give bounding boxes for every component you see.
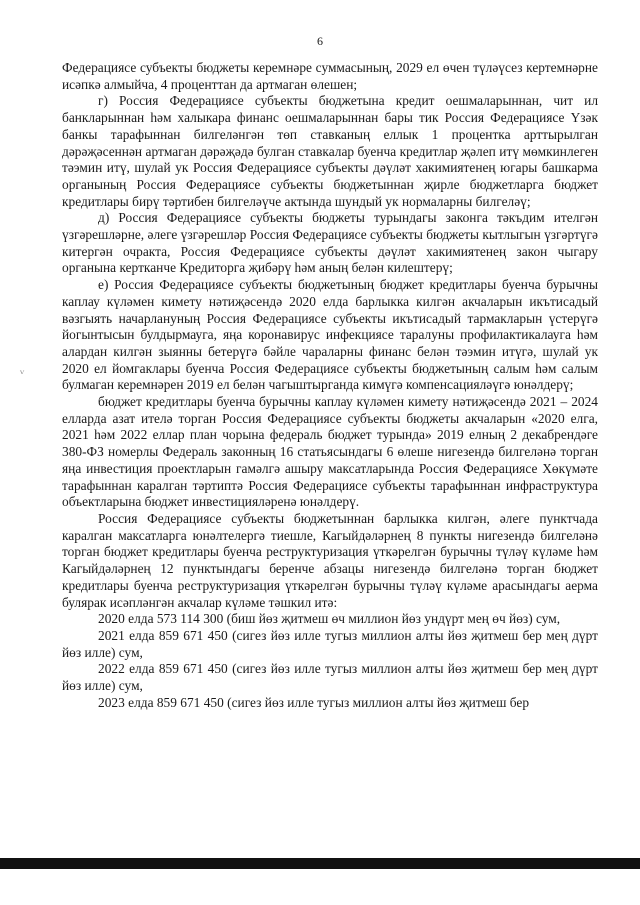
paragraph: е) Россия Федерациясе субъекты бюджетының бюджет кредитлары буенча бурычны каплау күләмен кимету нәтиҗәсендә 2020 елда барлыкка килгән акчаларын икътисадый вәзгыять начарлануның Россия Федерациясе субъекты икътисадый тармакларын үстерүгә йогынтысын булдырмауга, яңа коронавирус инфекциясе таралуны профилактикалауга һәм алардан килгән зыянны бетерүгә бәйле чараларны финанс белән тәэмин итүгә, шулай ук 2020 ел йомгаклары буенча Россия Федерациясе субъекты бюджетының салым һәм салым булмаган керемнәрен 2019 ел белән чагыштырганда кимүгә компенсацияләүгә юнәлдерү;: [62, 277, 598, 393]
paragraph: 2022 елда 859 671 450 (сигез йөз илле тугыз миллион алты йөз җитмеш бер мең дүрт йөз илле) сум,: [62, 661, 598, 694]
paragraph: бюджет кредитлары буенча бурычны каплау күләмен кимету нәтиҗәсендә 2021 – 2024 елларда азат ителә торган Россия Федерациясе субъекты бюджеты акчаларын «2020 елга, 2021 һәм 2022 еллар план чорына федераль бюджет турында» 2019 елның 2 декабрендәге 380-ФЗ номерлы Федераль законның 16 статьясындагы 6 өлеше нигезендә билгеләнә торган яңа инвестиция проектларын гамәлгә ашыру максатларында Россия Федерациясе Хөкүмәте тарафыннан каралган тәртиптә Россия Федерациясе субъекты тарафыннан инфраструктура объектларына бюджет инвестицияләренә юнәлдерү.: [62, 394, 598, 510]
page-number: 6: [317, 34, 323, 48]
paragraph: Россия Федерациясе субъекты бюджетыннан барлыкка килгән, әлеге пунктчада каралган максатларга юнәлтелергә тиешле, Кагыйдәләрнең 8 пункты нигезендә билгеләнә торган бюджет кредитлары буенча реструктуризация үткәрелгән бурычны түләү күләме һәм Кагыйдәләрнең 12 пунктындагы беренче абзацы нигезендә билгеләнә торган бюджет кредитлары буенча реструктуризация үткәрелгән бурычны түләү күләме арасындагы аерма булярак исәпләнгән акчалар күләме тәшкил итә:: [62, 510, 598, 610]
scan-bottom-edge: [0, 858, 640, 869]
margin-scan-mark: ⱽ: [20, 369, 25, 379]
document-body: [62, 60, 598, 711]
paragraph: 2020 елда 573 114 300 (биш йөз җитмеш өч миллион йөз ундүрт мең өч йөз) сум,: [98, 611, 561, 627]
paragraph: г) Россия Федерациясе субъекты бюджетына кредит оешмаларыннан, чит ил банкларыннан һәм халыкара финанс оешмаларыннан бары тик Россия Федерациясе Үзәк банкы тарафыннан билгеләнгән төп ставканың еллык 1 процентка арттырылган дәрәҗәсеннән артмаган дәрәҗәдә булган ставкалар буенча кредитлар җәлеп итү мөмкинлеген тәэмин итү, шулай ук Россия Федерациясе субъекты дәүләт хакимиятенең югары башкарма органының Россия Федерациясе субъекты бюджетыннан җирле бюджетларга бюджет кредитлары бирү тәртибен билгеләүче актында шундый ук нормаларны билгеләү;: [62, 93, 598, 209]
paragraph: 2023 елда 859 671 450 (сигез йөз илле тугыз миллион алты йөз җитмеш бер: [98, 694, 530, 710]
paragraph: Федерациясе субъекты бюджеты керемнәре суммасының, 2029 ел өчен түләүсез кертемнәрне исәпкә алмыйча, 4 проценттан да артмаган өлешен;: [62, 60, 598, 92]
paragraph: д) Россия Федерациясе субъекты бюджеты турындагы законга тәкъдим ителгән үзгәрешләрне, әлеге үзгәрешләр Россия Федерациясе субъекты бюджеты кытлыгын үзгәртүгә китергән очракта, Россия Федерациясе субъекты дәүләт хакимиятенең закон чыгару органына кертканче Кредиторга җибәрү һәм аның белән килештерү;: [62, 210, 598, 276]
paragraph: 2021 елда 859 671 450 (сигез йөз илле тугыз миллион алты йөз җитмеш бер мең дүрт йөз илле) сум,: [62, 627, 598, 660]
